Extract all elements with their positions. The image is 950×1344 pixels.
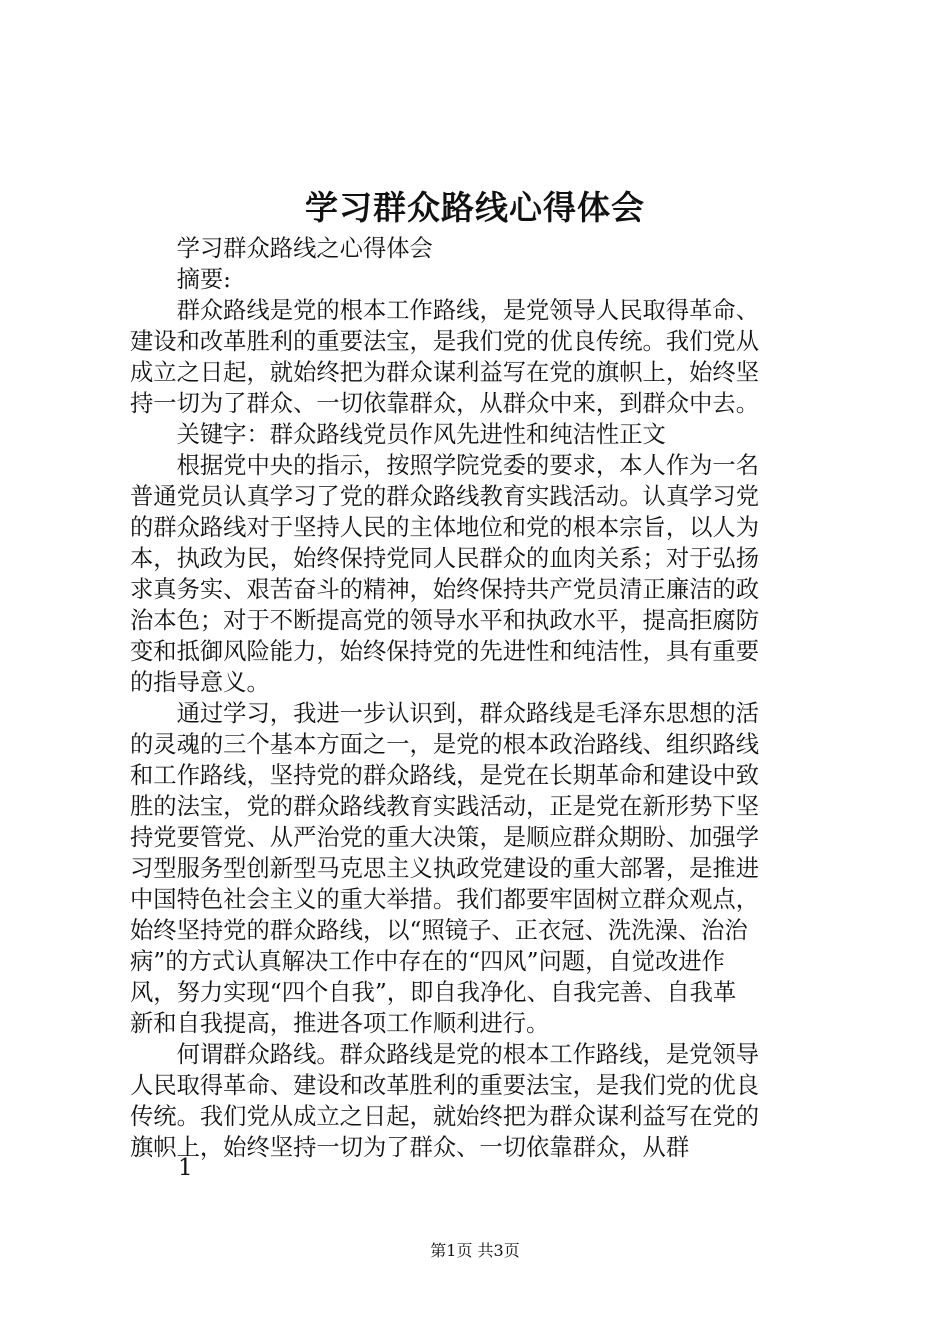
- paragraph-line: 的群众路线对于坚持人民的主体地位和党的根本宗旨，以人为: [130, 514, 760, 541]
- paragraph-line: 胜的法宝，党的群众路线教育实践活动，正是党在新形势下坚: [130, 793, 760, 820]
- abstract-label-line: [130, 264, 830, 295]
- page-marker: 1: [178, 1155, 193, 1181]
- page-footer: 第1页 共3页: [430, 1241, 520, 1260]
- paragraph-line: 根据党中央的指示，按照学院党委的要求，本人作为一名: [176, 452, 760, 479]
- paragraph-line: 和工作路线，坚持党的群众路线，是党在长期革命和建设中致: [130, 762, 760, 789]
- paragraph-line: 风，努力实现“四个自我”，即自我净化、自我完善、自我革: [130, 979, 737, 1006]
- paragraph-line: 关键字：群众路线党员作风先进性和纯洁性正文: [176, 421, 666, 448]
- paragraph-line: 通过学习，我进一步认识到，群众路线是毛泽东思想的活: [176, 700, 760, 727]
- paragraph: [130, 295, 830, 419]
- paragraph-line: 建设和改革胜利的重要法宝，是我们党的优良传统。我们党从: [130, 328, 760, 355]
- paragraph: [130, 1039, 830, 1163]
- document-title: 学习群众路线心得体会: [305, 188, 645, 227]
- paragraph-line: 本，执政为民，始终保持党同人民群众的血肉关系；对于弘扬: [130, 545, 760, 572]
- paragraph-line: 的灵魂的三个基本方面之一，是党的根本政治路线、组织路线: [130, 731, 760, 758]
- paragraph-line: 普通党员认真学习了党的群众路线教育实践活动。认真学习党: [130, 483, 760, 510]
- document-body: [130, 233, 830, 1163]
- paragraph-line: 习型服务型创新型马克思主义执政党建设的重大部署，是推进: [130, 855, 760, 882]
- paragraph-line: 传统。我们党从成立之日起，就始终把为群众谋利益写在党的: [130, 1103, 760, 1130]
- paragraph-line: 病”的方式认真解决工作中存在的“四风”问题，自觉改进作: [130, 948, 725, 975]
- paragraph-line: 持一切为了群众、一切依靠群众，从群众中来，到群众中去。: [130, 390, 760, 417]
- paragraph-line: 变和抵御风险能力，始终保持党的先进性和纯洁性，具有重要: [130, 638, 760, 665]
- paragraph-line: 持党要管党、从严治党的重大决策，是顺应群众期盼、加强学: [130, 824, 760, 851]
- paragraph-line: 旗帜上，始终坚持一切为了群众、一切依靠群众，从群: [130, 1134, 690, 1161]
- subtitle-line: [130, 233, 830, 264]
- paragraph-line: 始终坚持党的群众路线，以“照镜子、正衣冠、洗洗澡、治治: [130, 917, 748, 944]
- paragraph-line: 成立之日起，就始终把为群众谋利益写在党的旗帜上，始终坚: [130, 359, 760, 386]
- paragraph: [130, 698, 830, 1039]
- paragraph-line: 人民取得革命、建设和改革胜利的重要法宝，是我们党的优良: [130, 1072, 760, 1099]
- abstract-label: 摘要:: [176, 266, 232, 293]
- paragraph-line: 中国特色社会主义的重大举措。我们都要牢固树立群众观点，: [130, 886, 760, 913]
- paragraph-line: 何谓群众路线。群众路线是党的根本工作路线，是党领导: [176, 1041, 760, 1068]
- paragraph-line: 求真务实、艰苦奋斗的精神，始终保持共产党员清正廉洁的政: [130, 576, 760, 603]
- paragraph-line: 治本色；对于不断提高党的领导水平和执政水平，提高拒腐防: [130, 607, 760, 634]
- subtitle-text: 学习群众路线之心得体会: [176, 235, 433, 262]
- paragraph: [130, 419, 830, 450]
- paragraph-line: 群众路线是党的根本工作路线，是党领导人民取得革命、: [176, 297, 760, 324]
- paragraph-line: 新和自我提高，推进各项工作顺利进行。: [130, 1010, 550, 1037]
- paragraph-line: 的指导意义。: [130, 669, 270, 696]
- paragraphs-container: [130, 295, 830, 1163]
- paragraph: [130, 450, 830, 698]
